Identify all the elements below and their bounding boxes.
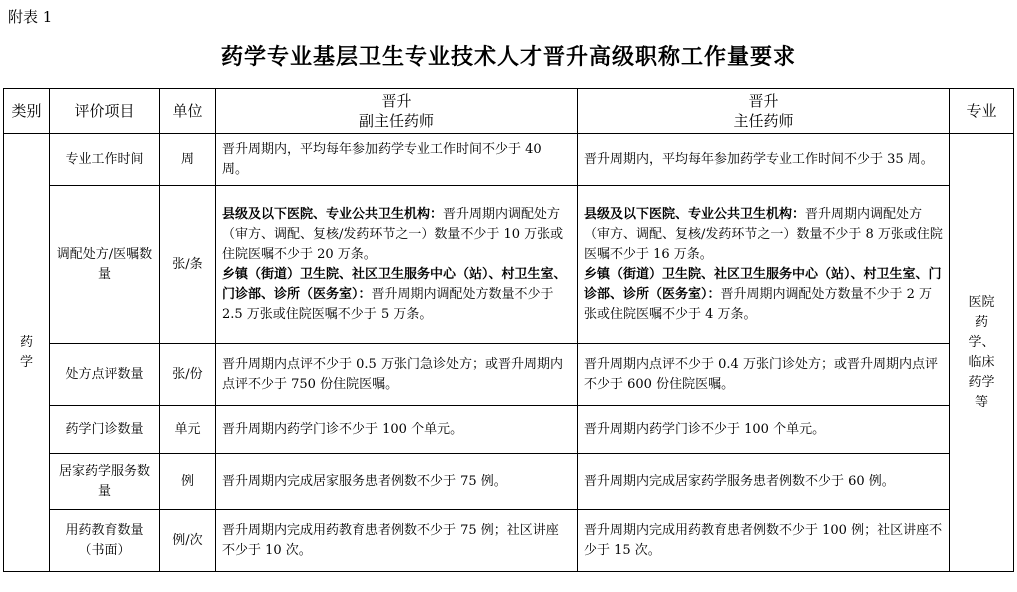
header-assoc-line2: 副主任药师 (358, 112, 434, 130)
category-text: 药学 (19, 334, 33, 370)
unit-cell: 例/次 (160, 510, 216, 572)
requirement-text: 晋升周期内调配处方数量不少于 2.5 万张或住院医嘱不少于 5 万条。 (222, 286, 554, 322)
unit-cell: 例 (160, 454, 216, 510)
assoc-requirement-cell (216, 186, 578, 344)
assoc-requirement-cell: 晋升周期内完成用药教育患者例数不少于 75 例；社区讲座不少于 10 次。 (216, 510, 578, 572)
header-chief-line1: 晋升 (748, 92, 779, 110)
chief-requirement-cell: 晋升周期内药学门诊不少于 100 个单元。 (578, 406, 950, 454)
header-chief-pharmacist (578, 89, 950, 134)
facility-type-label: 县级及以下医院、专业公共卫生机构： (222, 206, 444, 222)
major-cell (950, 134, 1014, 572)
requirement-text: 晋升周期内调配处方（审方、调配、复核/发药环节之一）数量不少于 8 万张或住院医嘱不少于 16 万条。 (584, 206, 943, 262)
requirement-text: 晋升周期内调配处方数量不少于 2 万张或住院医嘱不少于 4 万条。 (584, 286, 933, 322)
assoc-requirement-cell: 晋升周期内药学门诊不少于 100 个单元。 (216, 406, 578, 454)
requirement-text: 晋升周期内调配处方（审方、调配、复核/发药环节之一）数量不少于 10 万张或住院医嘱不少于 20 万条。 (222, 206, 564, 262)
assoc-requirement-cell: 晋升周期内点评不少于 0.5 万张门急诊处方；或晋升周期内点评不少于 750 份住院医嘱。 (216, 344, 578, 406)
chief-requirement-cell: 晋升周期内点评不少于 0.4 万张门诊处方；或晋升周期内点评不少于 600 份住院医嘱。 (578, 344, 950, 406)
chief-requirement-cell: 晋升周期内完成居家药学服务患者例数不少于 60 例。 (578, 454, 950, 510)
assoc-requirement-cell: 晋升周期内完成居家服务患者例数不少于 75 例。 (216, 454, 578, 510)
table-row (4, 406, 1014, 454)
header-row (4, 89, 1014, 134)
facility-type-label: 乡镇（街道）卫生院、社区卫生服务中心（站）、村卫生室、门诊部、诊所（医务室）： (584, 266, 942, 302)
item-cell: 居家药学服务数量 (50, 454, 160, 510)
chief-requirement-cell: 晋升周期内完成用药教育患者例数不少于 100 例；社区讲座不少于 15 次。 (578, 510, 950, 572)
header-associate-chief-pharmacist (216, 89, 578, 134)
unit-cell: 张/条 (160, 186, 216, 344)
table-row (4, 454, 1014, 510)
table-row (4, 186, 1014, 344)
header-major: 专业 (950, 89, 1014, 134)
chief-requirement-cell (578, 186, 950, 344)
table-row (4, 134, 1014, 186)
item-cell: 处方点评数量 (50, 344, 160, 406)
category-cell (4, 134, 50, 572)
facility-type-label: 县级及以下医院、专业公共卫生机构： (584, 206, 806, 222)
header-category: 类别 (4, 89, 50, 134)
item-cell: 专业工作时间 (50, 134, 160, 186)
unit-cell: 张/份 (160, 344, 216, 406)
header-unit: 单位 (160, 89, 216, 134)
facility-type-label: 乡镇（街道）卫生院、社区卫生服务中心（站）、村卫生室、门诊部、诊所（医务室）： (222, 266, 567, 302)
unit-cell: 周 (160, 134, 216, 186)
table-row (4, 510, 1014, 572)
header-chief-line2: 主任药师 (733, 112, 794, 130)
header-item: 评价项目 (50, 89, 160, 134)
unit-cell: 单元 (160, 406, 216, 454)
chief-requirement-cell: 晋升周期内，平均每年参加药学专业工作时间不少于 35 周。 (578, 134, 950, 186)
workload-requirements-table (3, 88, 1014, 572)
assoc-requirement-cell: 晋升周期内，平均每年参加药学专业工作时间不少于 40 周。 (216, 134, 578, 186)
header-assoc-line1: 晋升 (381, 92, 412, 110)
document-title: 药学专业基层卫生专业技术人才晋升高级职称工作量要求 (220, 44, 796, 70)
item-cell: 调配处方/医嘱数量 (50, 186, 160, 344)
item-cell: 药学门诊数量 (50, 406, 160, 454)
attachment-label: 附表 1 (8, 8, 53, 26)
major-text: 医院药学、临床药学等 (968, 294, 995, 410)
item-cell: 用药教育数量（书面） (50, 510, 160, 572)
table-row (4, 344, 1014, 406)
